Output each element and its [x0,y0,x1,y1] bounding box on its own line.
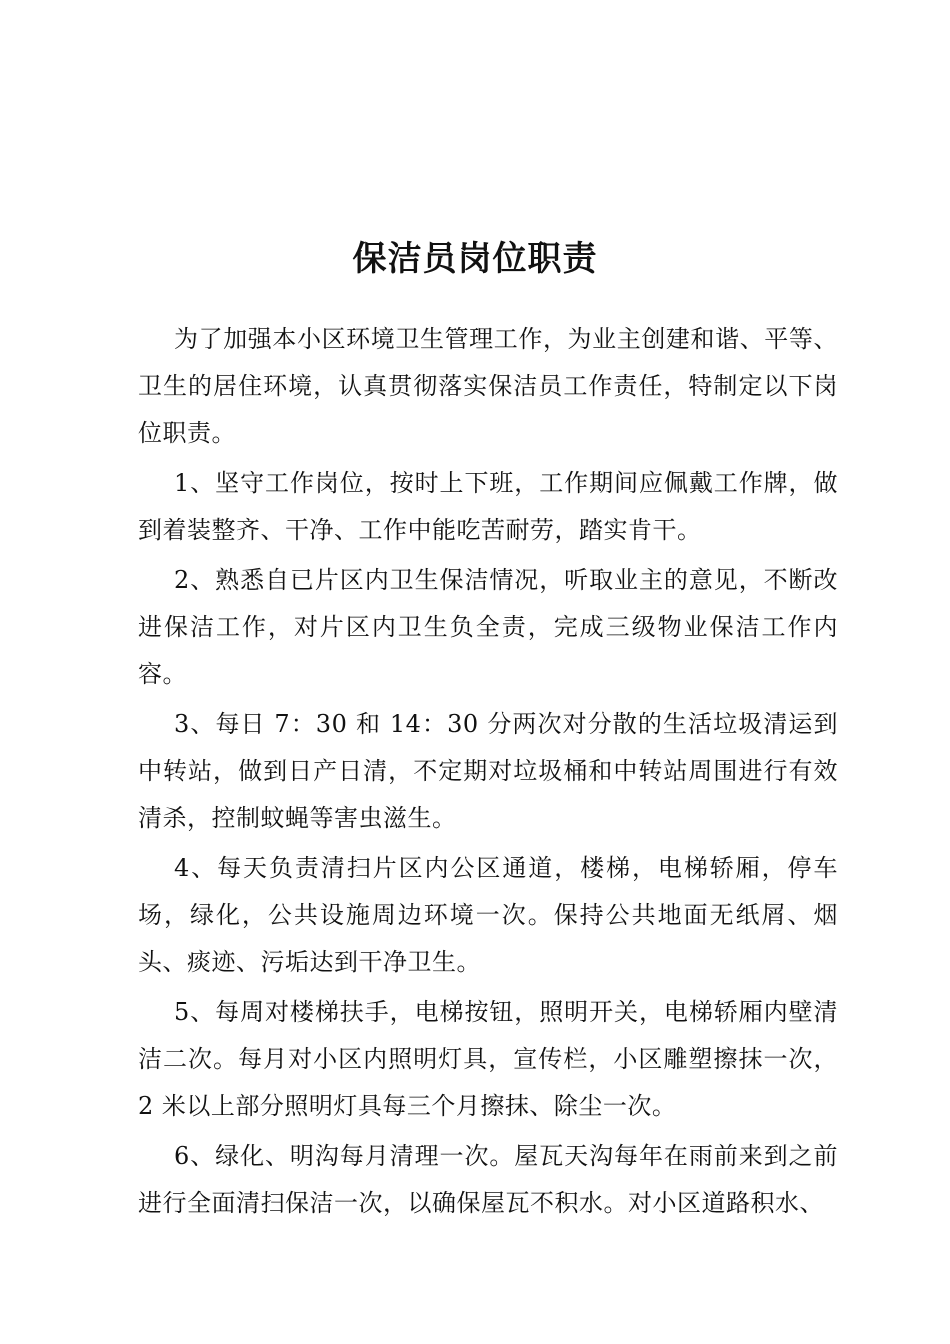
document-body [138,316,838,1230]
duty-item-2: 2、熟悉自已片区内卫生保洁情况，听取业主的意见，不断改进保洁工作，对片区内卫生负全责，完成三级物业保洁工作内容。 [138,566,838,688]
duty-item-1: 1、坚守工作岗位，按时上下班，工作期间应佩戴工作牌，做到着装整齐、干净、工作中能吃苦耐劳，踏实肯干。 [138,469,838,544]
intro-paragraph: 为了加强本小区环境卫生管理工作，为业主创建和谐、平等、卫生的居住环境，认真贯彻落实保洁员工作责任，特制定以下岗位职责。 [138,325,838,447]
duty-item-3: 3、每日 7：30 和 14：30 分两次对分散的生活垃圾清运到中转站，做到日产日清，不定期对垃圾桶和中转站周围进行有效清杀，控制蚊蝇等害虫滋生。 [138,710,838,832]
document-title: 保洁员岗位职责 [352,238,598,279]
duty-item-6: 6、绿化、明沟每月清理一次。屋瓦天沟每年在雨前来到之前进行全面清扫保洁一次，以确保屋瓦不积水。对小区道路积水、 [138,1142,838,1217]
duty-item-4: 4、每天负责清扫片区内公区通道，楼梯，电梯轿厢，停车场，绿化，公共设施周边环境一次。保持公共地面无纸屑、烟头、痰迹、污垢达到干净卫生。 [138,854,838,976]
duty-item-5: 5、每周对楼梯扶手，电梯按钮，照明开关，电梯轿厢内壁清洁二次。每月对小区内照明灯具，宣传栏，小区雕塑擦抹一次，2 米以上部分照明灯具每三个月擦抹、除尘一次。 [138,998,838,1120]
